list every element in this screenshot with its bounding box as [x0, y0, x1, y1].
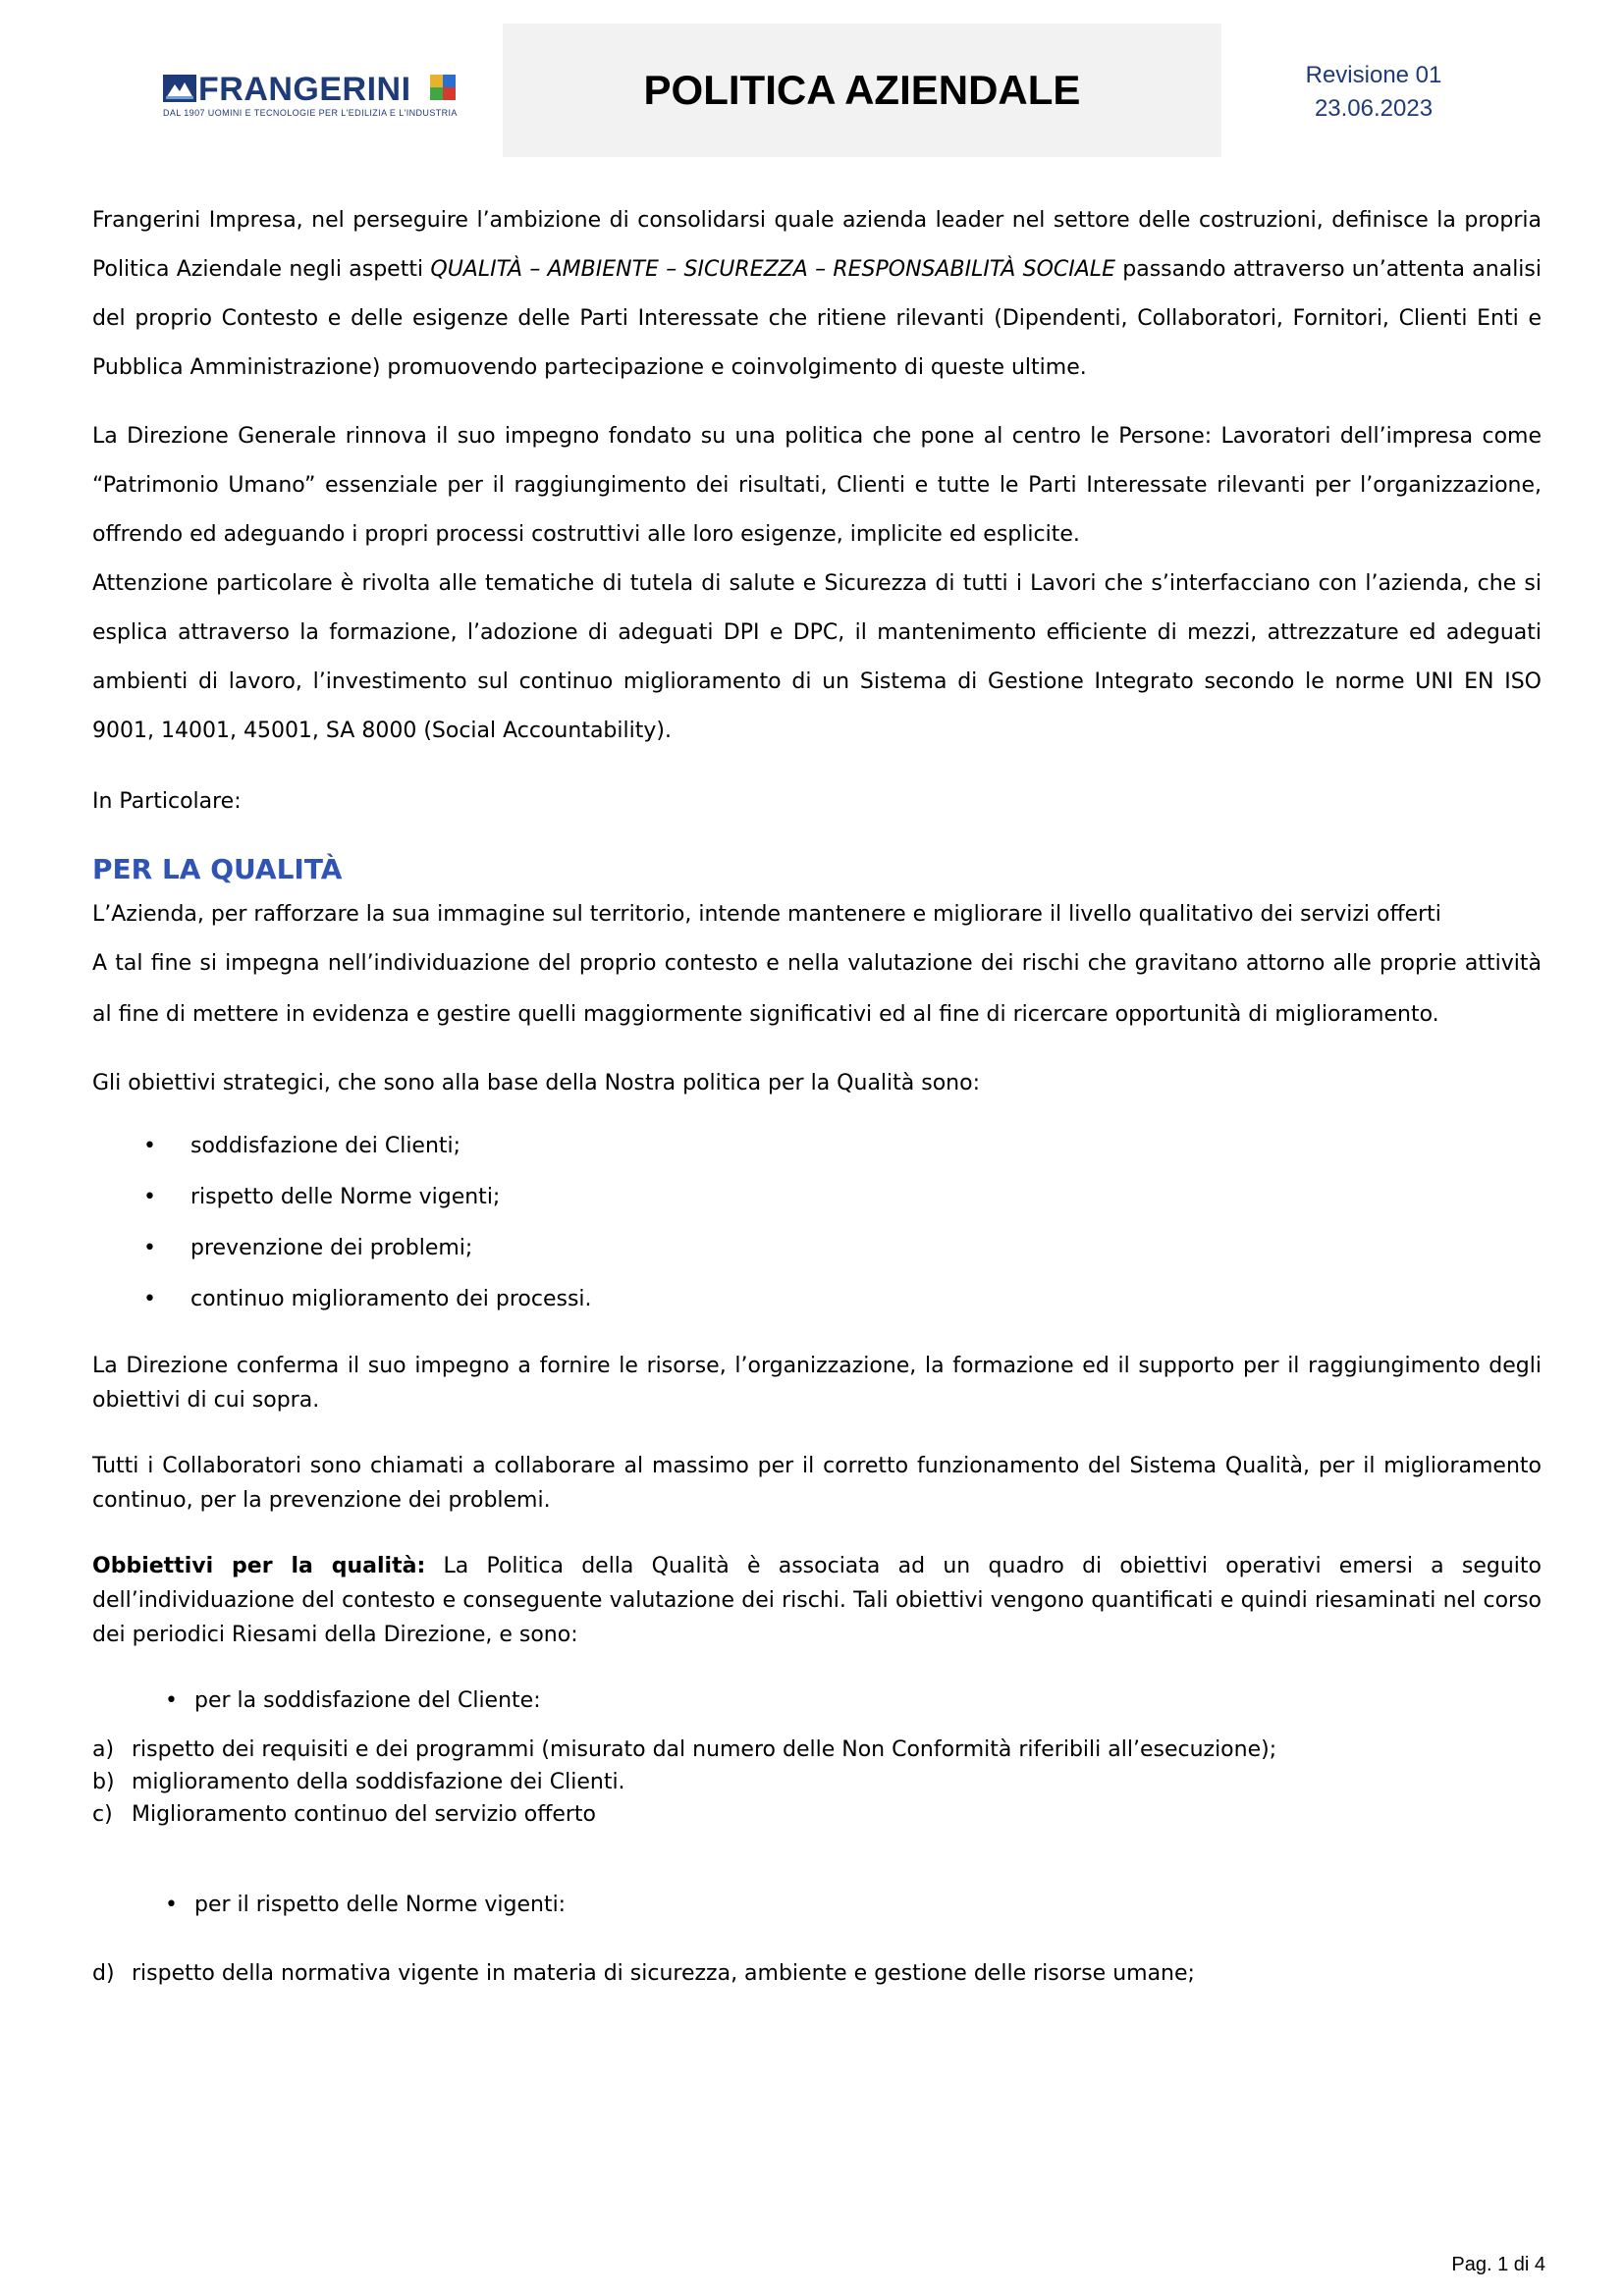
quality-objectives-label: Obbiettivi per la qualità:	[92, 1554, 426, 1578]
revision-block	[1271, 59, 1477, 126]
item-text: Miglioramento continuo del servizio offerto	[132, 1802, 597, 1827]
intro-p1-text: Frangerini Impresa, nel perseguire l’ambizione di consolidarsi quale azienda leader nel settore delle costruzioni, definisce la propria Politica Aziendale negli aspetti	[92, 208, 1542, 282]
intro-p1-text-end: passando attraverso un’attenta analisi del proprio Contesto e delle esigenze delle Parti Interessate che ritiene rilevanti (Dipendenti, Collaboratori, Fornitori, Clienti Enti e Pubblica Amministrazione) promuovendo partecipazione e coinvolgimento di queste ultime.	[92, 257, 1542, 380]
page-number: Pag. 1 di 4	[1451, 2254, 1545, 2275]
quality-objectives-paragraph	[92, 1549, 1542, 1652]
list-item: • soddisfazione dei Clienti;	[92, 1121, 1542, 1172]
revision-number: Revisione 01	[1305, 62, 1442, 88]
logo-mark-icon	[163, 75, 196, 102]
collaborators-paragraph: Tutti i Collaboratori sono chiamati a collaborare al massimo per il corretto funzionamento del Sistema Qualità, per il miglioramento continuo, per la prevenzione dei problemi.	[92, 1454, 1542, 1513]
logo-squares-icon	[430, 75, 456, 100]
objective-group-title: • per il rispetto delle Norme vigenti:	[92, 1888, 1542, 1922]
item-marker: a)	[92, 1737, 115, 1762]
objective-group-title: • per la soddisfazione del Cliente:	[92, 1683, 1542, 1718]
list-item: • rispetto delle Norme vigenti;	[92, 1172, 1542, 1223]
objectives-intro: Gli obiettivi strategici, che sono alla base della Nostra politica per la Qualità sono:	[92, 1071, 980, 1095]
list-item: • continuo miglioramento dei processi.	[92, 1274, 1542, 1325]
list-item: • prevenzione dei problemi;	[92, 1223, 1542, 1274]
list-item	[92, 1766, 1542, 1798]
list-item	[92, 1734, 1542, 1766]
item-text: miglioramento della soddisfazione dei Clienti.	[132, 1770, 625, 1794]
quality-paragraph-2: A tal fine si impegna nell’individuazione del proprio contesto e nella valutazione dei rischi che gravitano attorno alle proprie attività al fine di mettere in evidenza e gestire quelli maggiormente significativi ed al fine di ricercare opportunità di miglioramento.	[92, 951, 1542, 1027]
logo-wordmark: FRANGERINI	[198, 71, 411, 108]
quality-paragraph-1: L’Azienda, per rafforzare la sua immagine sul territorio, intende mantenere e migliorare il livello qualitativo dei servizi offerti	[92, 902, 1441, 927]
strategic-objectives-list	[92, 1121, 1542, 1325]
section-heading-quality: PER LA QUALITÀ	[92, 853, 343, 885]
revision-date: 23.06.2023	[1314, 95, 1434, 122]
objective-group-1-list	[92, 1734, 1542, 1831]
company-logo	[163, 71, 458, 139]
item-marker: b)	[92, 1770, 115, 1794]
in-particolare: In Particolare:	[92, 789, 242, 814]
list-item	[92, 1798, 1542, 1831]
item-text: rispetto dei requisiti e dei programmi (misurato dal numero delle Non Conformità riferibili all’esecuzione);	[132, 1737, 1277, 1762]
page-title: POLITICA AZIENDALE	[643, 67, 1081, 113]
direction-paragraph: La Direzione conferma il suo impegno a fornire le risorse, l’organizzazione, la formazione ed il supporto per il raggiungimento degli obiettivi di cui sopra.	[92, 1354, 1542, 1413]
quality-objectives-text: La Politica della Qualità è associata ad un quadro di obiettivi operativi emersi a seguito dell’individuazione del contesto e conseguente valutazione dei rischi. Tali obiettivi vengono quantificati e quindi riesaminati nel corso dei periodici Riesami della Direzione, e sono:	[92, 1554, 1542, 1647]
intro-paragraph-3: Attenzione particolare è rivolta alle tematiche di tutela di salute e Sicurezza di tutti i Lavori che s’interfacciano con l’azienda, che si esplica attraverso la formazione, l’adozione di adeguati DPI e DPC, il mantenimento efficiente di mezzi, attrezzature ed adeguati ambienti di lavoro, l’investimento sul continuo miglioramento di un Sistema di Gestione Integrato secondo le norme UNI EN ISO 9001, 14001, 45001, SA 8000 (Social Accountability).	[92, 571, 1542, 743]
page-header	[92, 24, 1542, 161]
document-body	[92, 196, 1542, 1990]
logo-tagline: DAL 1907 UOMINI E TECNOLOGIE PER L'EDILIZIA E L'INDUSTRIA	[163, 108, 458, 118]
list-item	[92, 1957, 1542, 1990]
item-marker: c)	[92, 1802, 113, 1827]
item-text: rispetto della normativa vigente in materia di sicurezza, ambiente e gestione delle risorse umane;	[132, 1961, 1195, 1986]
intro-p1-emphasis: QUALITÀ – AMBIENTE – SICUREZZA – RESPONSABILITÀ SOCIALE	[430, 257, 1115, 282]
title-box	[503, 24, 1221, 157]
objective-group-2-list	[92, 1957, 1542, 1990]
item-marker: d)	[92, 1961, 115, 1986]
intro-paragraph-1	[92, 196, 1542, 393]
intro-paragraph-2: La Direzione Generale rinnova il suo impegno fondato su una politica che pone al centro le Persone: Lavoratori dell’impresa come “Patrimonio Umano” essenziale per il raggiungimento dei risultati, Clienti e tutte le Parti Interessate rilevanti per l’organizzazione, offrendo ed adeguando i propri processi costruttivi alle loro esigenze, implicite ed esplicite.	[92, 424, 1542, 547]
